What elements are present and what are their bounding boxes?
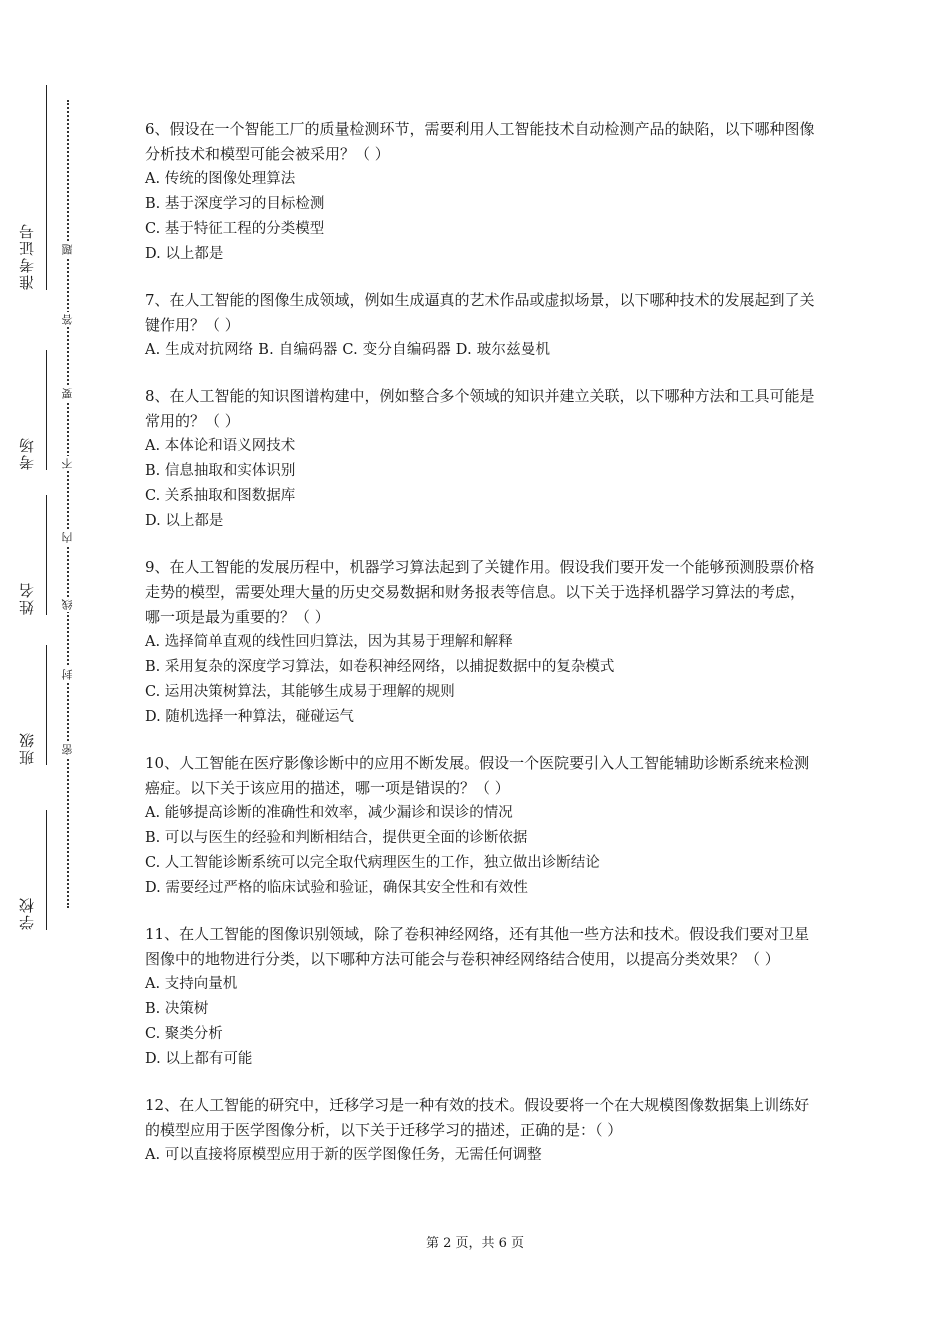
question-stem: 12、在人工智能的研究中，迁移学习是一种有效的技术。假设要将一个在大规模图像数据集上训练好的模型应用于医学图像分析，以下关于迁移学习的描述，正确的是：（ ） [145, 1096, 810, 1139]
option-a: A. 传统的图像处理算法 [145, 171, 296, 187]
field-class [10, 645, 50, 765]
question-11 [145, 922, 815, 1072]
option-a: A. 支持向量机 [145, 976, 238, 992]
field-exam-id [10, 170, 50, 290]
field-label: 考场 [18, 436, 36, 470]
question-stem: 9、在人工智能的发展历程中，机器学习算法起到了关键作用。假设我们要开发一个能够预测股票价格走势的模型，需要处理大量的历史交易数据和财务报表等信息。以下关于选择机器学习算法的考虑，哪一项是最为重要的？（ ） [145, 558, 815, 626]
seal-char: 封 [61, 669, 74, 680]
question-stem: 11、在人工智能的图像识别领域，除了卷积神经网络，还有其他一些方法和技术。假设我们要对卫星图像中的地物进行分类，以下哪种方法可能会与卷积神经网络结合使用，以提高分类效果？（ ） [145, 925, 810, 968]
question-9 [145, 555, 815, 730]
question-stem: 6、假设在一个智能工厂的质量检测环节，需要利用人工智能技术自动检测产品的缺陷，以下哪种图像分析技术和模型可能会被采用？（ ） [145, 120, 815, 163]
question-stem: 8、在人工智能的知识图谱构建中，例如整合多个领域的知识并建立关联，以下哪种方法和工具可能是常用的？（ ） [145, 387, 815, 430]
option-a: A. 本体论和语义网技术 [145, 438, 296, 454]
seal-char: 要 [61, 388, 74, 399]
option-b: B. 可以与医生的经验和判断相结合，提供更全面的诊断依据 [145, 830, 528, 846]
question-8 [145, 384, 815, 534]
option-c: C. 聚类分析 [145, 1026, 223, 1042]
blank-line [46, 350, 47, 470]
field-name [10, 495, 50, 615]
option-d: D. 以上都是 [145, 513, 224, 529]
option-c: C. 关系抽取和图数据库 [145, 488, 296, 504]
blank-line [46, 85, 47, 170]
option-b: B. 决策树 [145, 1001, 209, 1017]
option-b: B. 基于深度学习的目标检测 [145, 196, 325, 212]
option-b: B. 采用复杂的深度学习算法，如卷积神经网络，以捕捉数据中的复杂模式 [145, 659, 615, 675]
seal-char: 密 [61, 744, 74, 755]
option-c: C. 基于特征工程的分类模型 [145, 221, 325, 237]
option-c: C. 运用决策树算法，其能够生成易于理解的规则 [145, 684, 455, 700]
options-inline: A. 生成对抗网络 B. 自编码器 C. 变分自编码器 D. 玻尔兹曼机 [145, 342, 551, 358]
question-7 [145, 288, 815, 363]
option-a: A. 可以直接将原模型应用于新的医学图像任务，无需任何调整 [145, 1147, 542, 1163]
seal-char: 答 [61, 314, 74, 325]
seal-char: 题 [61, 244, 74, 255]
option-d: D. 以上都是 [145, 246, 224, 262]
option-c: C. 人工智能诊断系统可以完全取代病理医生的工作，独立做出诊断结论 [145, 855, 600, 871]
field-label: 班级 [18, 731, 36, 765]
question-stem: 10、人工智能在医疗影像诊断中的应用不断发展。假设一个医院要引入人工智能辅助诊断系统来检测癌症。以下关于该应用的描述，哪一项是错误的？（ ） [145, 754, 810, 797]
blank-line [46, 810, 47, 930]
option-a: A. 选择简单直观的线性回归算法，因为其易于理解和解释 [145, 634, 513, 650]
seal-line [67, 100, 69, 908]
option-b: B. 信息抽取和实体识别 [145, 463, 296, 479]
field-label: 学校 [18, 896, 36, 930]
field-label: 准考证号 [18, 222, 36, 290]
option-d: D. 随机选择一种算法，碰碰运气 [145, 709, 354, 725]
blank-line [46, 495, 47, 615]
option-d: D. 以上都有可能 [145, 1051, 253, 1067]
field-exam-room [10, 350, 50, 470]
question-12 [145, 1093, 815, 1168]
field-label: 姓名 [18, 581, 36, 615]
question-6 [145, 117, 815, 267]
question-list [145, 117, 815, 1189]
option-a: A. 能够提高诊断的准确性和效率，减少漏诊和误诊的情况 [145, 805, 513, 821]
blank-line [46, 170, 47, 290]
question-10 [145, 751, 815, 901]
seal-char: 线 [61, 599, 74, 610]
page-number: 第 2 页，共 6 页 [425, 1236, 525, 1251]
field-school [10, 810, 50, 930]
seal-char: 内 [61, 532, 74, 543]
question-stem: 7、在人工智能的图像生成领域，例如生成逼真的艺术作品或虚拟场景，以下哪种技术的发展起到了关键作用？（ ） [145, 291, 815, 334]
option-d: D. 需要经过严格的临床试验和验证，确保其安全性和有效性 [145, 880, 528, 896]
seal-char: 不 [61, 458, 74, 469]
blank-line [46, 645, 47, 765]
